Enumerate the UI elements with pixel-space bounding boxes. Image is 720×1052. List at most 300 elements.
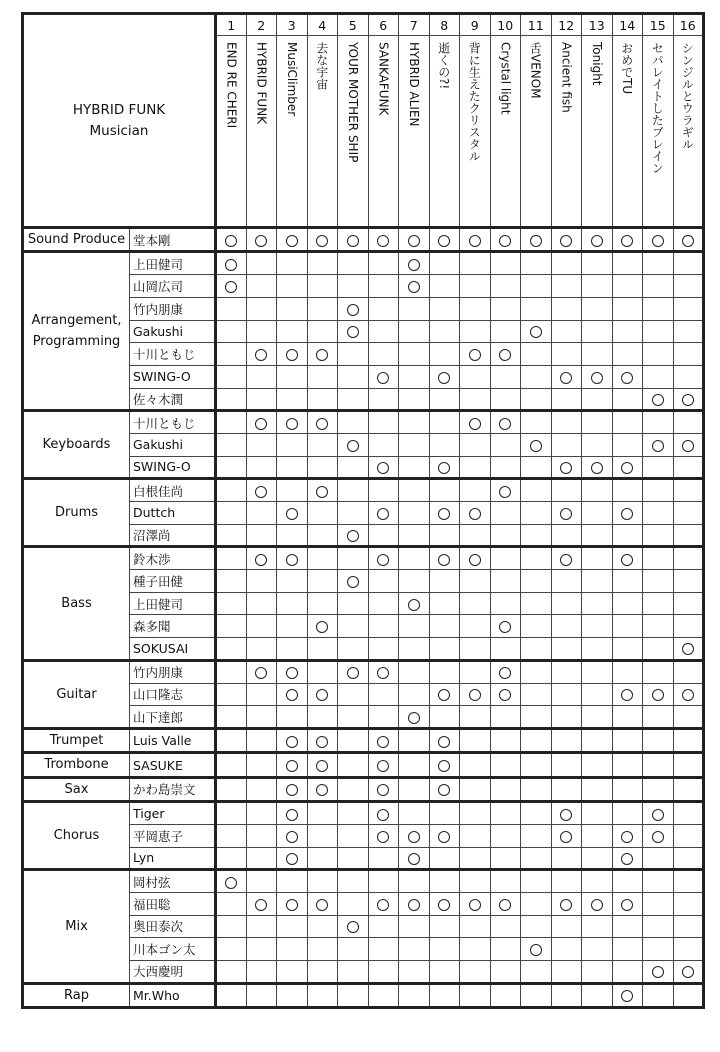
credit-mark	[499, 899, 511, 911]
credit-mark	[530, 235, 542, 247]
credit-mark	[347, 304, 359, 316]
credit-cell	[246, 983, 277, 1007]
credit-cell	[582, 252, 613, 275]
credit-cell	[338, 343, 369, 366]
credit-cell	[216, 683, 247, 706]
credit-cell	[460, 275, 491, 298]
credit-cell	[582, 297, 613, 320]
credit-mark	[255, 899, 267, 911]
credit-cell	[551, 802, 582, 825]
credit-mark	[286, 899, 298, 911]
credit-cell	[521, 524, 552, 547]
credit-cell	[673, 824, 704, 847]
credit-mark	[225, 877, 237, 889]
credit-cell	[643, 777, 674, 801]
credit-mark	[316, 736, 328, 748]
credit-cell	[582, 915, 613, 938]
credit-mark	[286, 508, 298, 520]
credit-cell	[399, 728, 430, 752]
credit-cell	[368, 479, 399, 502]
credit-cell	[612, 615, 643, 638]
header-subtitle: Musician	[89, 122, 149, 139]
credit-cell	[277, 777, 308, 801]
credit-cell	[460, 847, 491, 870]
credit-cell	[368, 706, 399, 729]
credit-cell	[338, 388, 369, 411]
credit-cell	[338, 411, 369, 434]
credit-cell	[551, 320, 582, 343]
credit-cell	[307, 524, 338, 547]
credit-cell	[582, 320, 613, 343]
song-title: 舌VENOM	[528, 42, 543, 99]
credit-cell	[582, 777, 613, 801]
credit-cell	[460, 777, 491, 801]
credit-cell	[216, 228, 247, 252]
credit-cell	[216, 915, 247, 938]
credit-cell	[673, 365, 704, 388]
credit-cell	[246, 847, 277, 870]
group-label: Rap	[23, 983, 130, 1007]
credit-mark	[621, 462, 633, 474]
credit-cell	[460, 343, 491, 366]
credit-mark	[682, 689, 694, 701]
credit-mark	[438, 784, 450, 796]
track-number: 7	[399, 14, 430, 36]
credit-cell	[460, 915, 491, 938]
musician-name: 竹内朋康	[130, 297, 216, 320]
credit-mark	[438, 372, 450, 384]
credit-cell	[399, 915, 430, 938]
musician-name: 鈴木渉	[130, 547, 216, 570]
credit-cell	[643, 547, 674, 570]
table-row	[23, 870, 704, 893]
track-number: 15	[643, 14, 674, 36]
credit-cell	[429, 777, 460, 801]
credit-cell	[399, 638, 430, 661]
credit-cell	[246, 660, 277, 683]
credit-cell	[399, 297, 430, 320]
credit-cell	[277, 228, 308, 252]
credit-cell	[338, 660, 369, 683]
credit-cell	[582, 847, 613, 870]
credit-mark	[621, 853, 633, 865]
credit-cell	[643, 297, 674, 320]
credit-cell	[246, 411, 277, 434]
credit-cell	[429, 388, 460, 411]
credit-cell	[338, 938, 369, 961]
credit-cell	[490, 870, 521, 893]
credit-cell	[429, 961, 460, 984]
credit-cell	[551, 411, 582, 434]
credit-cell	[277, 915, 308, 938]
credit-mark	[621, 508, 633, 520]
credit-cell	[643, 915, 674, 938]
credit-cell	[216, 388, 247, 411]
credit-cell	[490, 433, 521, 456]
credit-mark	[469, 689, 481, 701]
credit-cell	[612, 275, 643, 298]
credit-cell	[551, 961, 582, 984]
credit-cell	[612, 983, 643, 1007]
credit-cell	[246, 502, 277, 525]
credit-cell	[551, 706, 582, 729]
credit-mark	[591, 235, 603, 247]
credit-cell	[368, 660, 399, 683]
credit-cell	[460, 524, 491, 547]
track-number: 14	[612, 14, 643, 36]
credit-cell	[551, 547, 582, 570]
credit-cell	[521, 824, 552, 847]
credit-cell	[277, 802, 308, 825]
credit-cell	[399, 938, 430, 961]
track-number: 8	[429, 14, 460, 36]
musician-name: 堂本剛	[130, 228, 216, 252]
credit-cell	[307, 802, 338, 825]
credit-mark	[316, 760, 328, 772]
credit-cell	[277, 252, 308, 275]
credit-mark	[286, 554, 298, 566]
credit-cell	[368, 824, 399, 847]
credit-mark	[438, 508, 450, 520]
credit-cell	[368, 915, 399, 938]
credit-cell	[490, 753, 521, 777]
group-label: Arrangement, Programming	[23, 252, 130, 411]
credit-cell	[490, 847, 521, 870]
credit-cell	[307, 547, 338, 570]
credit-cell	[673, 847, 704, 870]
credit-cell	[368, 228, 399, 252]
credit-cell	[338, 297, 369, 320]
credit-cell	[429, 638, 460, 661]
credit-mark	[560, 372, 572, 384]
credit-cell	[307, 479, 338, 502]
credit-cell	[368, 547, 399, 570]
credit-mark	[377, 554, 389, 566]
credit-cell	[521, 728, 552, 752]
credit-cell	[216, 802, 247, 825]
credit-cell	[521, 502, 552, 525]
credit-cell	[460, 638, 491, 661]
credit-cell	[612, 753, 643, 777]
credit-cell	[429, 892, 460, 915]
credit-cell	[643, 365, 674, 388]
song-title-cell	[246, 36, 277, 228]
credit-cell	[277, 938, 308, 961]
song-title: HYBRID FUNK	[254, 42, 269, 125]
track-number: 4	[307, 14, 338, 36]
musician-name: 川本ゴン太	[130, 938, 216, 961]
credit-cell	[368, 502, 399, 525]
credit-mark	[377, 508, 389, 520]
credit-cell	[338, 456, 369, 479]
credit-cell	[307, 683, 338, 706]
credit-cell	[460, 388, 491, 411]
credit-cell	[521, 847, 552, 870]
credit-cell	[429, 479, 460, 502]
credit-cell	[307, 252, 338, 275]
credit-mark	[469, 899, 481, 911]
credit-cell	[490, 983, 521, 1007]
credit-cell	[307, 777, 338, 801]
credit-cell	[399, 456, 430, 479]
credit-cell	[338, 706, 369, 729]
credit-cell	[490, 728, 521, 752]
credit-cell	[216, 961, 247, 984]
credit-cell	[643, 753, 674, 777]
credit-cell	[307, 502, 338, 525]
credit-cell	[643, 638, 674, 661]
credit-cell	[521, 683, 552, 706]
credit-cell	[460, 502, 491, 525]
credit-cell	[216, 824, 247, 847]
credit-cell	[338, 615, 369, 638]
table-row	[23, 802, 704, 825]
credit-cell	[429, 252, 460, 275]
credit-cell	[429, 433, 460, 456]
credit-cell	[582, 728, 613, 752]
credit-cell	[612, 824, 643, 847]
credit-cell	[673, 479, 704, 502]
credit-cell	[429, 502, 460, 525]
credit-cell	[612, 915, 643, 938]
credit-cell	[673, 961, 704, 984]
credit-cell	[643, 411, 674, 434]
credit-cell	[429, 275, 460, 298]
credit-cell	[307, 365, 338, 388]
credit-cell	[368, 320, 399, 343]
credit-cell	[246, 892, 277, 915]
table-title-cell	[23, 14, 216, 228]
credit-cell	[429, 615, 460, 638]
credit-cell	[643, 660, 674, 683]
credit-cell	[551, 615, 582, 638]
credit-cell	[307, 638, 338, 661]
credit-cell	[307, 228, 338, 252]
song-title-cell	[643, 36, 674, 228]
credit-cell	[277, 728, 308, 752]
credit-mark	[499, 621, 511, 633]
musician-name: 上田健司	[130, 252, 216, 275]
credit-cell	[612, 252, 643, 275]
credit-cell	[490, 456, 521, 479]
credit-mark	[286, 349, 298, 361]
credit-cell	[582, 961, 613, 984]
song-title-cell	[673, 36, 704, 228]
credit-mark	[438, 462, 450, 474]
credit-mark	[682, 966, 694, 978]
musician-name: 森多聞	[130, 615, 216, 638]
credit-cell	[643, 228, 674, 252]
group-label: Keyboards	[23, 411, 130, 479]
credit-cell	[612, 892, 643, 915]
credit-mark	[682, 235, 694, 247]
credit-cell	[429, 456, 460, 479]
credit-cell	[216, 365, 247, 388]
credit-cell	[368, 728, 399, 752]
credit-cell	[277, 502, 308, 525]
credit-cell	[490, 297, 521, 320]
credit-cell	[307, 433, 338, 456]
credit-cell	[521, 297, 552, 320]
credit-cell	[551, 638, 582, 661]
credit-cell	[429, 915, 460, 938]
credit-cell	[429, 411, 460, 434]
credit-cell	[643, 502, 674, 525]
credit-cell	[460, 728, 491, 752]
credit-cell	[673, 228, 704, 252]
credit-cell	[490, 547, 521, 570]
credit-cell	[612, 502, 643, 525]
credit-cell	[582, 706, 613, 729]
credit-cell	[551, 502, 582, 525]
table-row	[23, 479, 704, 502]
credit-cell	[551, 938, 582, 961]
musician-name: Gakushi	[130, 320, 216, 343]
musician-name: 大西慶明	[130, 961, 216, 984]
credit-cell	[612, 638, 643, 661]
credit-cell	[521, 228, 552, 252]
credit-cell	[399, 570, 430, 593]
credit-cell	[612, 547, 643, 570]
credit-mark	[408, 281, 420, 293]
credit-cell	[612, 706, 643, 729]
credit-cell	[338, 847, 369, 870]
credit-cell	[582, 753, 613, 777]
credit-cell	[216, 297, 247, 320]
credit-cell	[307, 297, 338, 320]
credit-cell	[216, 411, 247, 434]
musician-name: 岡村弦	[130, 870, 216, 893]
credit-cell	[216, 252, 247, 275]
credit-mark	[347, 921, 359, 933]
song-title-cell	[582, 36, 613, 228]
credit-cell	[551, 228, 582, 252]
credit-cell	[277, 411, 308, 434]
credit-cell	[307, 728, 338, 752]
group-label: Drums	[23, 479, 130, 547]
credit-cell	[368, 777, 399, 801]
credit-cell	[246, 870, 277, 893]
credit-cell	[460, 479, 491, 502]
credit-cell	[246, 938, 277, 961]
credit-mark	[438, 689, 450, 701]
credit-cell	[490, 228, 521, 252]
credit-cell	[460, 683, 491, 706]
credit-cell	[643, 433, 674, 456]
musician-name: Mr.Who	[130, 983, 216, 1007]
credit-cell	[307, 615, 338, 638]
credit-cell	[246, 961, 277, 984]
credit-cell	[216, 456, 247, 479]
credit-cell	[307, 847, 338, 870]
credit-cell	[521, 753, 552, 777]
credit-cell	[246, 753, 277, 777]
credit-cell	[643, 252, 674, 275]
credit-cell	[307, 938, 338, 961]
credit-cell	[399, 320, 430, 343]
credit-mark	[408, 235, 420, 247]
credit-cell	[490, 802, 521, 825]
credit-cell	[551, 847, 582, 870]
credit-cell	[277, 892, 308, 915]
credit-cell	[399, 753, 430, 777]
group-label: Guitar	[23, 660, 130, 728]
credit-cell	[399, 592, 430, 615]
credit-cell	[368, 870, 399, 893]
credit-mark	[499, 689, 511, 701]
credit-mark	[560, 554, 572, 566]
credit-cell	[673, 870, 704, 893]
credit-cell	[399, 388, 430, 411]
credit-mark	[225, 259, 237, 271]
credit-mark	[286, 235, 298, 247]
credit-cell	[582, 228, 613, 252]
credit-cell	[429, 683, 460, 706]
credit-cell	[338, 915, 369, 938]
credit-cell	[399, 824, 430, 847]
credit-cell	[673, 456, 704, 479]
credit-cell	[673, 683, 704, 706]
credit-mark	[286, 689, 298, 701]
credit-cell	[490, 388, 521, 411]
credit-cell	[612, 411, 643, 434]
credit-cell	[307, 320, 338, 343]
credit-cell	[582, 615, 613, 638]
credit-cell	[582, 802, 613, 825]
credit-cell	[460, 961, 491, 984]
credit-cell	[673, 433, 704, 456]
credit-mark	[286, 809, 298, 821]
musician-name: Gakushi	[130, 433, 216, 456]
credit-cell	[673, 547, 704, 570]
credit-cell	[246, 297, 277, 320]
musician-name: SWING-O	[130, 365, 216, 388]
credit-cell	[399, 961, 430, 984]
credit-cell	[338, 547, 369, 570]
credit-cell	[216, 524, 247, 547]
credit-cell	[673, 892, 704, 915]
credit-mark	[408, 853, 420, 865]
credit-cell	[551, 433, 582, 456]
musician-name: Duttch	[130, 502, 216, 525]
credit-mark	[255, 667, 267, 679]
credit-mark	[316, 235, 328, 247]
credit-cell	[429, 524, 460, 547]
credit-cell	[277, 456, 308, 479]
credit-cell	[216, 638, 247, 661]
credit-cell	[399, 892, 430, 915]
credit-cell	[643, 275, 674, 298]
credit-cell	[338, 870, 369, 893]
credit-cell	[612, 388, 643, 411]
credit-cell	[612, 343, 643, 366]
song-title: Ancient fish	[559, 42, 574, 113]
credit-cell	[368, 275, 399, 298]
table-row	[23, 660, 704, 683]
credit-cell	[277, 660, 308, 683]
credit-cell	[277, 638, 308, 661]
song-title: セパレイトしたブレイン	[650, 42, 665, 174]
credit-cell	[216, 777, 247, 801]
credit-cell	[460, 365, 491, 388]
credit-cell	[216, 592, 247, 615]
credit-cell	[460, 753, 491, 777]
track-number: 2	[246, 14, 277, 36]
credit-cell	[521, 456, 552, 479]
credit-cell	[490, 570, 521, 593]
track-number: 12	[551, 14, 582, 36]
credit-mark	[560, 462, 572, 474]
